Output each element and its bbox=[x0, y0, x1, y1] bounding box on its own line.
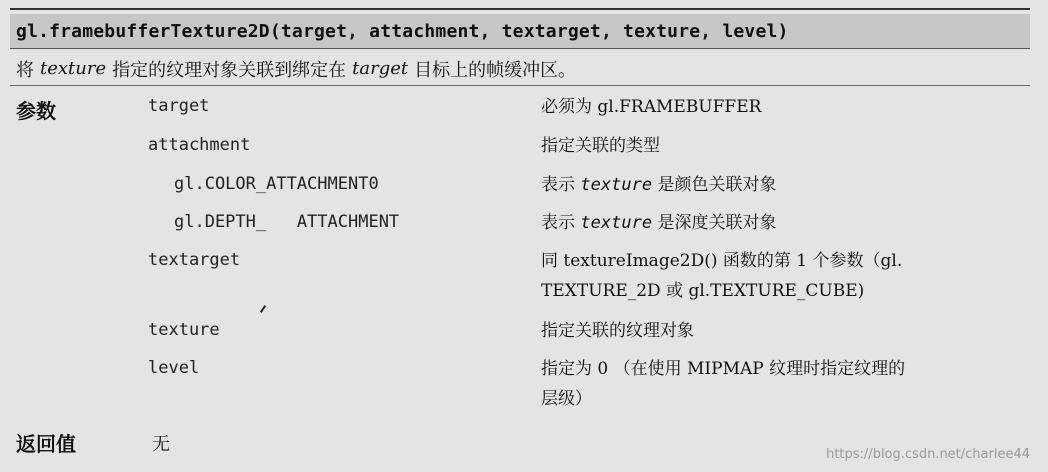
description-text-1: 将 bbox=[16, 59, 34, 81]
signature-bar bbox=[10, 14, 1030, 49]
param-desc bbox=[541, 170, 1041, 200]
param-name: texture bbox=[148, 320, 220, 340]
return-value: 无 bbox=[152, 434, 170, 455]
param-desc-line1: 指定为 0 （在使用 MIPMAP 纹理时指定纹理的 bbox=[541, 359, 906, 379]
param-desc-line2: 层级） bbox=[541, 389, 592, 409]
param-desc-line2: TEXTURE_2D 或 gl.TEXTURE_CUBE) bbox=[541, 281, 865, 301]
param-desc-pre: 表示 bbox=[541, 175, 575, 195]
return-label: 返回值 bbox=[16, 432, 76, 456]
param-desc-pre: 表示 bbox=[541, 213, 575, 233]
param-desc-em: texture bbox=[580, 213, 653, 233]
param-name: attachment bbox=[148, 135, 251, 155]
param-name: level bbox=[148, 358, 200, 378]
stray-mark bbox=[260, 305, 266, 313]
param-desc bbox=[541, 354, 1041, 414]
description-text-3: 目标上的帧缓冲区。 bbox=[414, 59, 577, 81]
description-text-2: 指定的纹理对象关联到绑定在 bbox=[112, 59, 347, 81]
param-desc-post: 是深度关联对象 bbox=[657, 213, 777, 233]
param-name: target bbox=[148, 96, 210, 116]
function-signature: gl.framebufferTexture2D(target, attachment, textarget, texture, level) bbox=[16, 20, 789, 42]
function-description bbox=[10, 52, 1030, 86]
description-emphasis-target: target bbox=[352, 58, 409, 79]
params-label: 参数 bbox=[16, 99, 56, 123]
watermark: https://blog.csdn.net/charlee44 bbox=[826, 447, 1030, 462]
param-desc bbox=[541, 208, 1041, 238]
top-rule bbox=[10, 8, 1030, 10]
param-desc bbox=[541, 246, 1041, 306]
param-name: gl.DEPTH_ ATTACHMENT bbox=[174, 212, 400, 232]
param-desc-line1: 同 textureImage2D() 函数的第 1 个参数（gl. bbox=[541, 251, 903, 271]
param-desc: 指定关联的纹理对象 bbox=[541, 321, 694, 341]
param-desc: 指定关联的类型 bbox=[541, 136, 660, 156]
param-desc: 必须为 gl.FRAMEBUFFER bbox=[541, 97, 762, 117]
param-name: gl.COLOR_ATTACHMENT0 bbox=[174, 174, 379, 194]
param-name: textarget bbox=[148, 250, 241, 270]
param-desc-post: 是颜色关联对象 bbox=[657, 175, 777, 195]
description-emphasis-texture: texture bbox=[40, 58, 107, 79]
param-desc-em: texture bbox=[580, 175, 653, 195]
